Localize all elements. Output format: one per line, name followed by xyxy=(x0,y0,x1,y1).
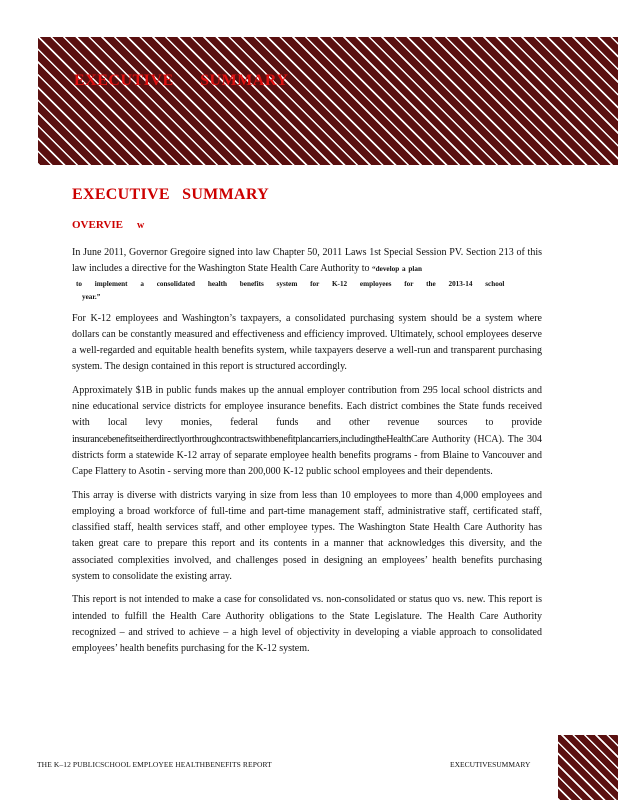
body-content xyxy=(72,245,542,665)
paragraph-1-quote-body: to implement a consolidated health benefits system for K-12 employees for the 2013-14 school xyxy=(76,279,505,288)
footer-decoration xyxy=(558,735,618,800)
header-banner xyxy=(38,37,618,165)
section-heading xyxy=(72,219,144,231)
paragraph-1 xyxy=(72,245,542,304)
paragraph-3-compressed-line: insurancebenefitseitherdirectlyorthroughcontractswithbenefitplancarriers,includingtheHealthCare xyxy=(72,433,429,445)
section-heading-text: OVERVIE xyxy=(72,219,123,231)
footer-section-title: EXECUTIVESUMMARY xyxy=(450,760,531,769)
paragraph-1-quote-lead: “develop a plan xyxy=(372,265,422,274)
page-title: EXECUTIVE SUMMARY xyxy=(72,186,269,203)
paragraph-5: This report is not intended to make a case for consolidated vs. non-consolidated or status quo vs. new. This report is intended to fulfill the Health Care Authority obligations to the State Legislature. The Health Care Authority recognized – and strived to achieve – a high level of objectivity in developing a viable approach to consolidated employees’ health benefits purchasing for the K-12 system. xyxy=(72,594,542,655)
paragraph-4: This array is diverse with districts varying in size from less than 10 employees to more than 4,000 employees and employing a broad workforce of full-time and part-time management staff, administrative staff, certificated staff, classified staff, health services staff, and other employee types. The Washington State Health Care Authority has taken great care to prepare this report and its contents in a manner that acknowledges this diversity, and the associated complexities involved, and challenges posed in designing an employees’ health benefits purchasing system to consolidate the existing array. xyxy=(72,489,542,583)
paragraph-3-part-b: Authority (HCA). The 304 districts form a statewide K-12 array of separate employee health benefits programs - from Blaine to Vancouver and Cape Flattery to Asotin - serving more than 200,000 K-12 public school employees and their dependents. xyxy=(72,433,542,478)
paragraph-3-part-a: Approximately $1B in public funds makes up the annual employer contribution from 295 local school districts and nine educational service districts for employee insurance benefits. Each district combines the State funds received with local levy monies, federal funds and other revenue sources to provide xyxy=(72,384,542,429)
paragraph-1-text: In June 2011, Governor Gregoire signed into law Chapter 50, 2011 Laws 1st Special Session PV. Section 213 of this law includes a directive for the Washington State Health Care Authority to xyxy=(72,247,542,275)
banner-title: EXECUTIVE SUMMARY xyxy=(74,72,289,89)
footer-report-title: THE K–12 PUBLICSCHOOL EMPLOYEE HEALTHBENEFITS REPORT xyxy=(37,760,272,769)
paragraph-1-quote-end: year.” xyxy=(82,292,101,301)
paragraph-3 xyxy=(72,383,542,481)
section-heading-tail: w xyxy=(136,220,145,231)
paragraph-2: For K-12 employees and Washington’s taxpayers, a consolidated purchasing system should be a system where dollars can be constantly measured and effectiveness and efficiency improved. Ultimately, school employees deserve a well-regarded and equitable health benefits system, while taxpayers deserve a well-run and transparent purchasing system. The design contained in this report is structured accordingly. xyxy=(72,312,542,373)
